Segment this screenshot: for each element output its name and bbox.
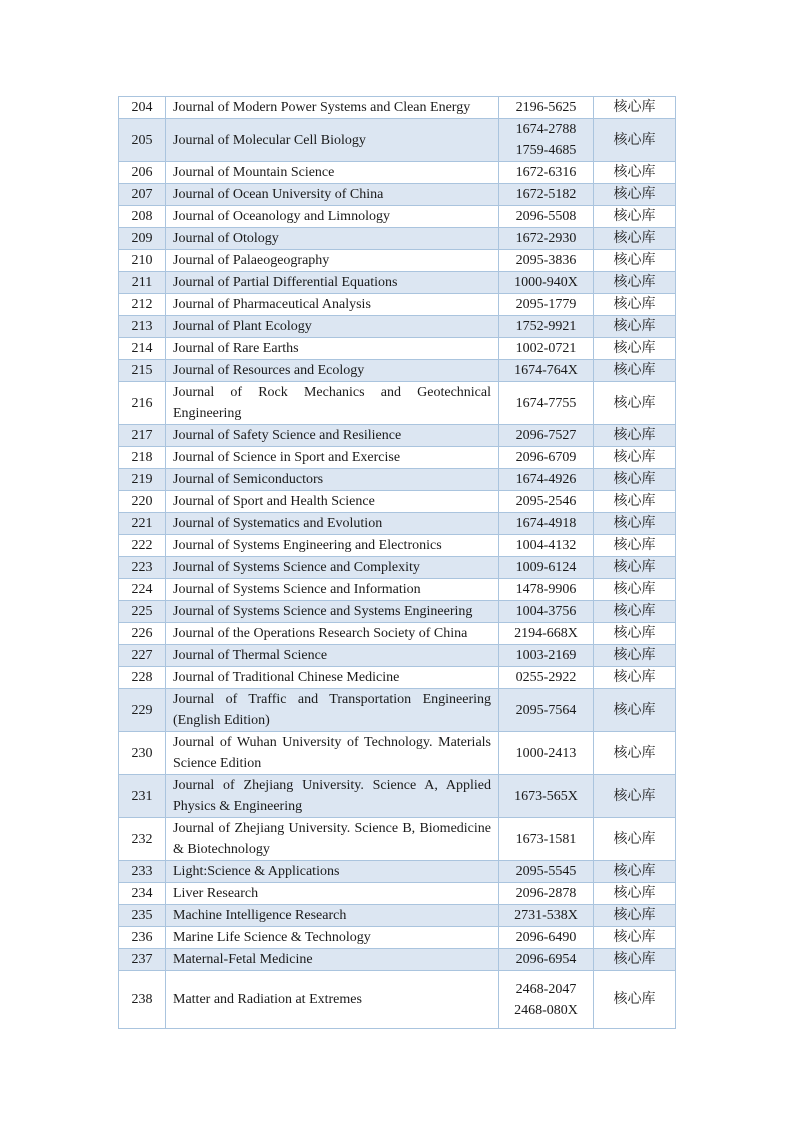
issn-line: 2095-3836: [515, 253, 577, 268]
table-row: [119, 949, 676, 971]
issn-line: 2096-6490: [515, 930, 577, 945]
issn-line: 1672-5182: [515, 187, 577, 202]
journal-issn: [499, 971, 594, 1029]
journal-name: Light:Science & Applications: [166, 861, 499, 883]
journal-issn: [499, 206, 594, 228]
core-library-status: 核心库: [594, 667, 676, 689]
journal-name: Maternal-Fetal Medicine: [166, 949, 499, 971]
issn-line: 1674-4918: [515, 516, 577, 531]
row-number: 211: [119, 272, 166, 294]
row-number: 225: [119, 601, 166, 623]
issn-line: 1002-0721: [515, 341, 577, 356]
journal-name: Journal of Otology: [166, 228, 499, 250]
table-row: [119, 513, 676, 535]
journal-issn: [499, 425, 594, 447]
row-number: 238: [119, 971, 166, 1029]
journal-issn: [499, 949, 594, 971]
core-library-status: 核心库: [594, 949, 676, 971]
journal-issn: [499, 360, 594, 382]
journal-name: Journal of Semiconductors: [166, 469, 499, 491]
journal-issn: [499, 645, 594, 667]
row-number: 236: [119, 927, 166, 949]
table-row: [119, 883, 676, 905]
issn-line: 1000-940X: [514, 275, 578, 290]
row-number: 230: [119, 732, 166, 775]
table-row: [119, 818, 676, 861]
journal-name: Journal of Systems Engineering and Electronics: [166, 535, 499, 557]
journal-name: Machine Intelligence Research: [166, 905, 499, 927]
issn-line: 1004-4132: [515, 538, 577, 553]
core-library-status: 核心库: [594, 905, 676, 927]
issn-line: 1674-764X: [514, 363, 578, 378]
journal-issn: [499, 184, 594, 206]
row-number: 219: [119, 469, 166, 491]
row-number: 216: [119, 382, 166, 425]
core-library-status: 核心库: [594, 316, 676, 338]
core-library-status: 核心库: [594, 557, 676, 579]
journal-name: Journal of Sport and Health Science: [166, 491, 499, 513]
core-library-status: 核心库: [594, 119, 676, 162]
journal-name: Marine Life Science & Technology: [166, 927, 499, 949]
core-library-status: 核心库: [594, 162, 676, 184]
journal-issn: [499, 818, 594, 861]
row-number: 232: [119, 818, 166, 861]
table-row: [119, 425, 676, 447]
row-number: 205: [119, 119, 166, 162]
issn-line: 2095-1779: [515, 297, 577, 312]
journal-issn: [499, 272, 594, 294]
issn-line: 2096-5508: [515, 209, 577, 224]
issn-line: 2095-2546: [515, 494, 577, 509]
journal-issn: [499, 250, 594, 272]
table-row: [119, 905, 676, 927]
journal-issn: [499, 513, 594, 535]
journal-name: Journal of Systems Science and Information: [166, 579, 499, 601]
journal-name: Journal of Zhejiang University. Science B, Biomedicine & Biotechnology: [166, 818, 499, 861]
journal-name: Journal of Oceanology and Limnology: [166, 206, 499, 228]
table-row: [119, 206, 676, 228]
journal-issn: [499, 491, 594, 513]
journal-issn: [499, 119, 594, 162]
journal-name: Journal of Wuhan University of Technology. Materials Science Edition: [166, 732, 499, 775]
journal-issn: [499, 469, 594, 491]
core-library-status: 核心库: [594, 732, 676, 775]
table-row: [119, 861, 676, 883]
table-row: [119, 645, 676, 667]
row-number: 209: [119, 228, 166, 250]
issn-line: 0255-2922: [515, 670, 577, 685]
core-library-status: 核心库: [594, 338, 676, 360]
journal-name: Journal of Modern Power Systems and Clean Energy: [166, 97, 499, 119]
journal-issn: [499, 905, 594, 927]
journal-issn: [499, 535, 594, 557]
row-number: 206: [119, 162, 166, 184]
issn-line: 2096-6709: [515, 450, 577, 465]
issn-line: 1759-4685: [515, 143, 577, 158]
table-row: [119, 272, 676, 294]
journal-issn: [499, 162, 594, 184]
journal-issn: [499, 732, 594, 775]
core-library-status: 核心库: [594, 927, 676, 949]
core-library-status: 核心库: [594, 425, 676, 447]
core-library-status: 核心库: [594, 513, 676, 535]
table-row: [119, 491, 676, 513]
journal-issn: [499, 883, 594, 905]
row-number: 214: [119, 338, 166, 360]
table-row: [119, 601, 676, 623]
table-row: [119, 316, 676, 338]
row-number: 215: [119, 360, 166, 382]
issn-line: 2096-7527: [515, 428, 577, 443]
issn-line: 2468-2047: [515, 981, 577, 997]
core-library-status: 核心库: [594, 971, 676, 1029]
table-row: [119, 382, 676, 425]
core-library-status: 核心库: [594, 272, 676, 294]
journal-name: Journal of Molecular Cell Biology: [166, 119, 499, 162]
row-number: 224: [119, 579, 166, 601]
journal-table: [118, 96, 676, 1029]
journal-name: Journal of Safety Science and Resilience: [166, 425, 499, 447]
issn-line: 2196-5625: [515, 100, 577, 115]
journal-issn: [499, 382, 594, 425]
table-row: [119, 338, 676, 360]
issn-line: 1672-6316: [515, 165, 577, 180]
row-number: 233: [119, 861, 166, 883]
row-number: 218: [119, 447, 166, 469]
row-number: 220: [119, 491, 166, 513]
journal-issn: [499, 775, 594, 818]
issn-line: 1752-9921: [515, 319, 577, 334]
journal-name: Journal of Partial Differential Equations: [166, 272, 499, 294]
issn-line: 2095-7564: [515, 702, 577, 718]
row-number: 228: [119, 667, 166, 689]
core-library-status: 核心库: [594, 184, 676, 206]
journal-issn: [499, 97, 594, 119]
journal-issn: [499, 316, 594, 338]
issn-line: 1000-2413: [515, 745, 577, 761]
journal-issn: [499, 579, 594, 601]
core-library-status: 核心库: [594, 469, 676, 491]
row-number: 226: [119, 623, 166, 645]
journal-issn: [499, 623, 594, 645]
issn-line: 1674-2788: [515, 122, 577, 137]
table-row: [119, 184, 676, 206]
table-row: [119, 294, 676, 316]
row-number: 221: [119, 513, 166, 535]
row-number: 223: [119, 557, 166, 579]
row-number: 222: [119, 535, 166, 557]
table-row: [119, 162, 676, 184]
table-row: [119, 535, 676, 557]
row-number: 208: [119, 206, 166, 228]
journal-issn: [499, 447, 594, 469]
issn-line: 2468-080X: [514, 1002, 578, 1018]
journal-name: Journal of Rare Earths: [166, 338, 499, 360]
row-number: 229: [119, 689, 166, 732]
journal-name: Journal of Pharmaceutical Analysis: [166, 294, 499, 316]
core-library-status: 核心库: [594, 294, 676, 316]
row-number: 234: [119, 883, 166, 905]
row-number: 204: [119, 97, 166, 119]
journal-name: Journal of Systems Science and Complexity: [166, 557, 499, 579]
row-number: 227: [119, 645, 166, 667]
journal-name: Journal of Palaeogeography: [166, 250, 499, 272]
row-number: 207: [119, 184, 166, 206]
core-library-status: 核心库: [594, 535, 676, 557]
issn-line: 1009-6124: [515, 560, 577, 575]
table-row: [119, 557, 676, 579]
journal-table-body: [119, 97, 676, 1029]
journal-name: Journal of Science in Sport and Exercise: [166, 447, 499, 469]
core-library-status: 核心库: [594, 645, 676, 667]
journal-name: Journal of Thermal Science: [166, 645, 499, 667]
journal-name: Journal of the Operations Research Society of China: [166, 623, 499, 645]
table-row: [119, 119, 676, 162]
row-number: 213: [119, 316, 166, 338]
table-row: [119, 228, 676, 250]
issn-line: 1673-565X: [514, 788, 578, 804]
issn-line: 2096-6954: [515, 952, 577, 967]
issn-line: 1672-2930: [515, 231, 577, 246]
journal-issn: [499, 338, 594, 360]
issn-line: 1004-3756: [515, 604, 577, 619]
table-row: [119, 927, 676, 949]
core-library-status: 核心库: [594, 360, 676, 382]
table-row: [119, 623, 676, 645]
row-number: 237: [119, 949, 166, 971]
core-library-status: 核心库: [594, 861, 676, 883]
core-library-status: 核心库: [594, 623, 676, 645]
core-library-status: 核心库: [594, 250, 676, 272]
journal-issn: [499, 294, 594, 316]
journal-name: Journal of Mountain Science: [166, 162, 499, 184]
journal-name: Journal of Traditional Chinese Medicine: [166, 667, 499, 689]
core-library-status: 核心库: [594, 228, 676, 250]
table-row: [119, 689, 676, 732]
issn-line: 1673-1581: [515, 831, 577, 847]
issn-line: 2194-668X: [514, 626, 578, 641]
row-number: 235: [119, 905, 166, 927]
core-library-status: 核心库: [594, 579, 676, 601]
issn-line: 2095-5545: [515, 864, 577, 879]
journal-issn: [499, 689, 594, 732]
table-row: [119, 667, 676, 689]
journal-name: Journal of Rock Mechanics and Geotechnical Engineering: [166, 382, 499, 425]
journal-name: Journal of Systems Science and Systems Engineering: [166, 601, 499, 623]
core-library-status: 核心库: [594, 775, 676, 818]
row-number: 210: [119, 250, 166, 272]
journal-name: Journal of Systematics and Evolution: [166, 513, 499, 535]
issn-line: 2731-538X: [514, 908, 578, 923]
issn-line: 1674-7755: [515, 395, 577, 411]
table-row: [119, 732, 676, 775]
journal-name: Journal of Traffic and Transportation Engineering (English Edition): [166, 689, 499, 732]
core-library-status: 核心库: [594, 601, 676, 623]
journal-issn: [499, 601, 594, 623]
table-row: [119, 775, 676, 818]
core-library-status: 核心库: [594, 491, 676, 513]
journal-name: Journal of Zhejiang University. Science A, Applied Physics & Engineering: [166, 775, 499, 818]
core-library-status: 核心库: [594, 689, 676, 732]
row-number: 217: [119, 425, 166, 447]
core-library-status: 核心库: [594, 447, 676, 469]
issn-line: 1674-4926: [515, 472, 577, 487]
table-row: [119, 250, 676, 272]
journal-name: Journal of Plant Ecology: [166, 316, 499, 338]
journal-issn: [499, 228, 594, 250]
core-library-status: 核心库: [594, 206, 676, 228]
core-library-status: 核心库: [594, 883, 676, 905]
row-number: 212: [119, 294, 166, 316]
issn-line: 2096-2878: [515, 886, 577, 901]
journal-issn: [499, 667, 594, 689]
issn-line: 1003-2169: [515, 648, 577, 663]
table-row: [119, 447, 676, 469]
journal-name: Journal of Ocean University of China: [166, 184, 499, 206]
journal-name: Journal of Resources and Ecology: [166, 360, 499, 382]
journal-name: Matter and Radiation at Extremes: [166, 971, 499, 1029]
issn-line: 1478-9906: [515, 582, 577, 597]
journal-issn: [499, 861, 594, 883]
table-row: [119, 360, 676, 382]
core-library-status: 核心库: [594, 97, 676, 119]
journal-issn: [499, 927, 594, 949]
table-row: [119, 469, 676, 491]
journal-name: Liver Research: [166, 883, 499, 905]
row-number: 231: [119, 775, 166, 818]
table-row: [119, 97, 676, 119]
core-library-status: 核心库: [594, 818, 676, 861]
table-row: [119, 579, 676, 601]
core-library-status: 核心库: [594, 382, 676, 425]
journal-issn: [499, 557, 594, 579]
table-row: [119, 971, 676, 1029]
